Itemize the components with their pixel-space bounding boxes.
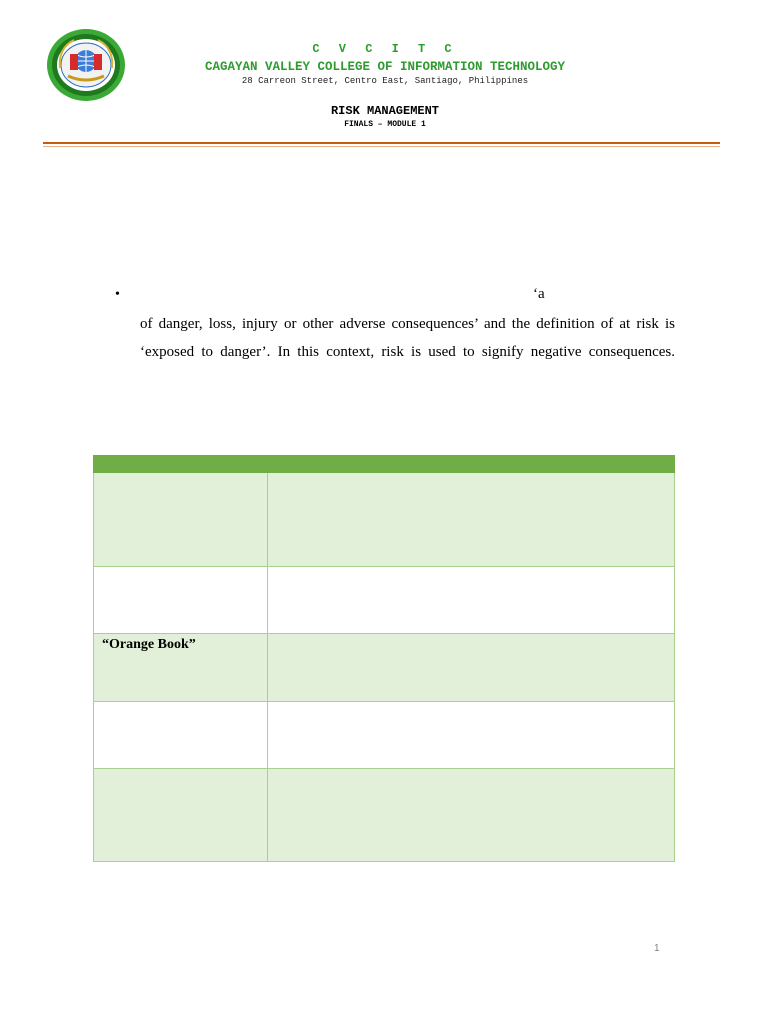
risk-definition-paragraph [140,310,675,366]
table-content-cell [268,702,675,769]
table-content-cell [268,473,675,567]
table-header-cell [94,456,268,473]
table-row [94,769,675,862]
table-row [94,567,675,634]
table-row [94,634,675,702]
orange-book-label: “Orange Book” [102,637,196,652]
module-label: FINALS – MODULE 1 [344,120,426,129]
table-label-cell [94,769,268,862]
table-content-cell [268,769,675,862]
bullet-marker: • [115,287,120,302]
table-header-row [94,456,675,473]
table-label-cell [94,473,268,567]
college-abbreviation: C V C I T C [312,42,458,56]
course-title: RISK MANAGEMENT [330,104,440,118]
table-content-cell [268,567,675,634]
table-header-cell [268,456,675,473]
table-label-cell [94,702,268,769]
risk-definitions-table [93,455,675,862]
page-number: 1 [654,943,660,954]
quote-fragment: ‘a [533,286,545,302]
table-label-cell [94,567,268,634]
paragraph-line: ‘exposed to danger’. In this context, risk is used to signify negative consequences. [140,344,675,360]
header-rule-thin [43,146,720,147]
header-rule [43,142,720,144]
table-row [94,702,675,769]
table-label-cell [94,634,268,702]
table-row [94,473,675,567]
college-name: CAGAYAN VALLEY COLLEGE OF INFORMATION TECHNOLOGY [204,60,566,74]
paragraph-line: of danger, loss, injury or other adverse consequences’ and the definition of at risk is [140,316,675,332]
table-content-cell [268,634,675,702]
college-address: 28 Carreon Street, Centro East, Santiago, Philippines [241,76,529,86]
